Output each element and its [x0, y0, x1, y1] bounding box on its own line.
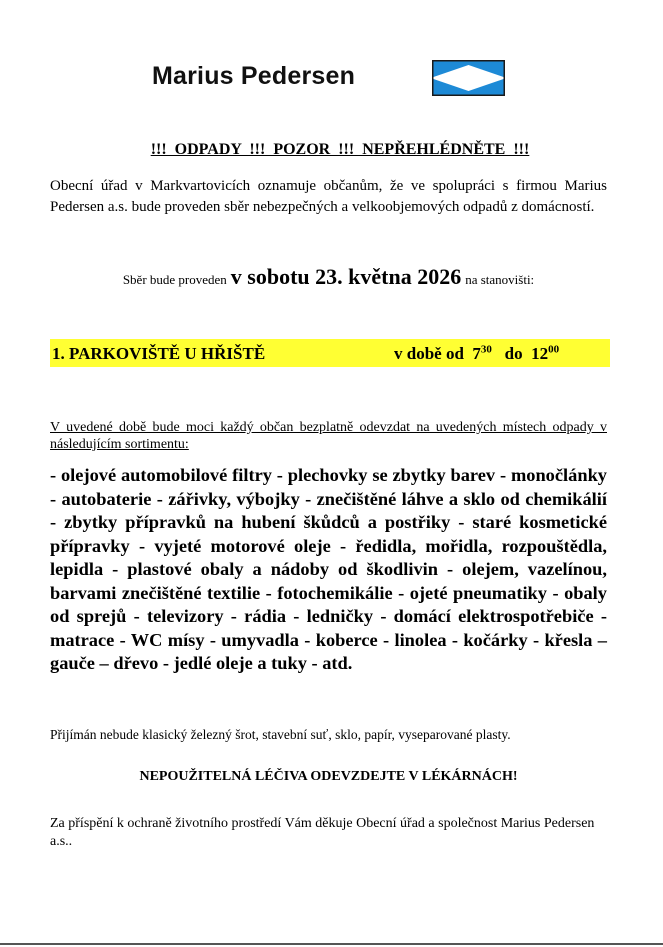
company-logo-icon: [432, 60, 505, 96]
date-prefix: Sběr bude proveden: [122, 272, 227, 287]
location-time: [394, 340, 559, 368]
end-hour: 12: [531, 344, 549, 363]
assortment-lead: V uvedené době bude moci každý občan bezplatně odevzdat na uvedených místech odpady v následujícím sortimentu:: [50, 420, 607, 452]
company-name: Marius Pedersen: [152, 62, 356, 90]
collection-date-line: [50, 264, 607, 290]
start-hour: 7: [472, 344, 481, 363]
end-minutes: 00: [548, 343, 560, 356]
pharmacy-notice: NEPOUŽITELNÁ LÉČIVA ODEVZDEJTE V LÉKÁRNÁCH!: [139, 769, 518, 784]
accepted-items-list: - olejové automobilové filtry - plechovky se zbytky barev - monočlánky - autobaterie - zářivky, výbojky - znečištěné láhve a sklo od chemikálií - zbytky přípravků na hubení škůdců a postřiky - staré kosmetické přípravky - vyjeté motorové oleje - ředidla, mořidla, rozpouštědla, lepidla - plastové obaly a nádoby od škodlivin - olejem, vazelínou, barvami znečištěné textilie - fotochemikálie - ojeté pneumatiky - obaly od sprejů - televizory - rádia - ledničky - domácí elektrospotřebiče - matrace - WC mísy - umyvadla - koberce - linolea - kočárky - křesla – gauče – dřevo - jedlé oleje a tuky - atd.: [50, 465, 607, 673]
date-suffix: na stanovišti:: [465, 272, 535, 287]
start-minutes: 30: [480, 343, 492, 356]
location-highlight: [50, 339, 610, 367]
collection-date: v sobotu 23. května 2026: [230, 264, 462, 289]
page-bottom-divider: [0, 943, 663, 945]
to-label: do: [504, 344, 523, 363]
thanks-paragraph: Za příspění k ochraně životního prostředí Vám děkuje Obecní úřad a společnost Marius Pedersen a.s..: [50, 816, 595, 849]
intro-paragraph: Obecní úřad v Markvartovicích oznamuje občanům, že ve spolupráci s firmou Marius Pedersen a.s. bude proveden sběr nebezpečných a velkoobjemových odpadů z domácností.: [50, 178, 607, 215]
location-name: 1. PARKOVIŠTĚ U HŘIŠTĚ: [52, 344, 266, 363]
not-accepted-note: Přijímán nebude klasický železný šrot, stavební suť, sklo, papír, vyseparované plasty.: [50, 727, 511, 742]
time-label: v době od: [394, 344, 464, 363]
warning-heading: !!! ODPADY !!! POZOR !!! NEPŘEHLÉDNĚTE !!!: [150, 141, 530, 158]
